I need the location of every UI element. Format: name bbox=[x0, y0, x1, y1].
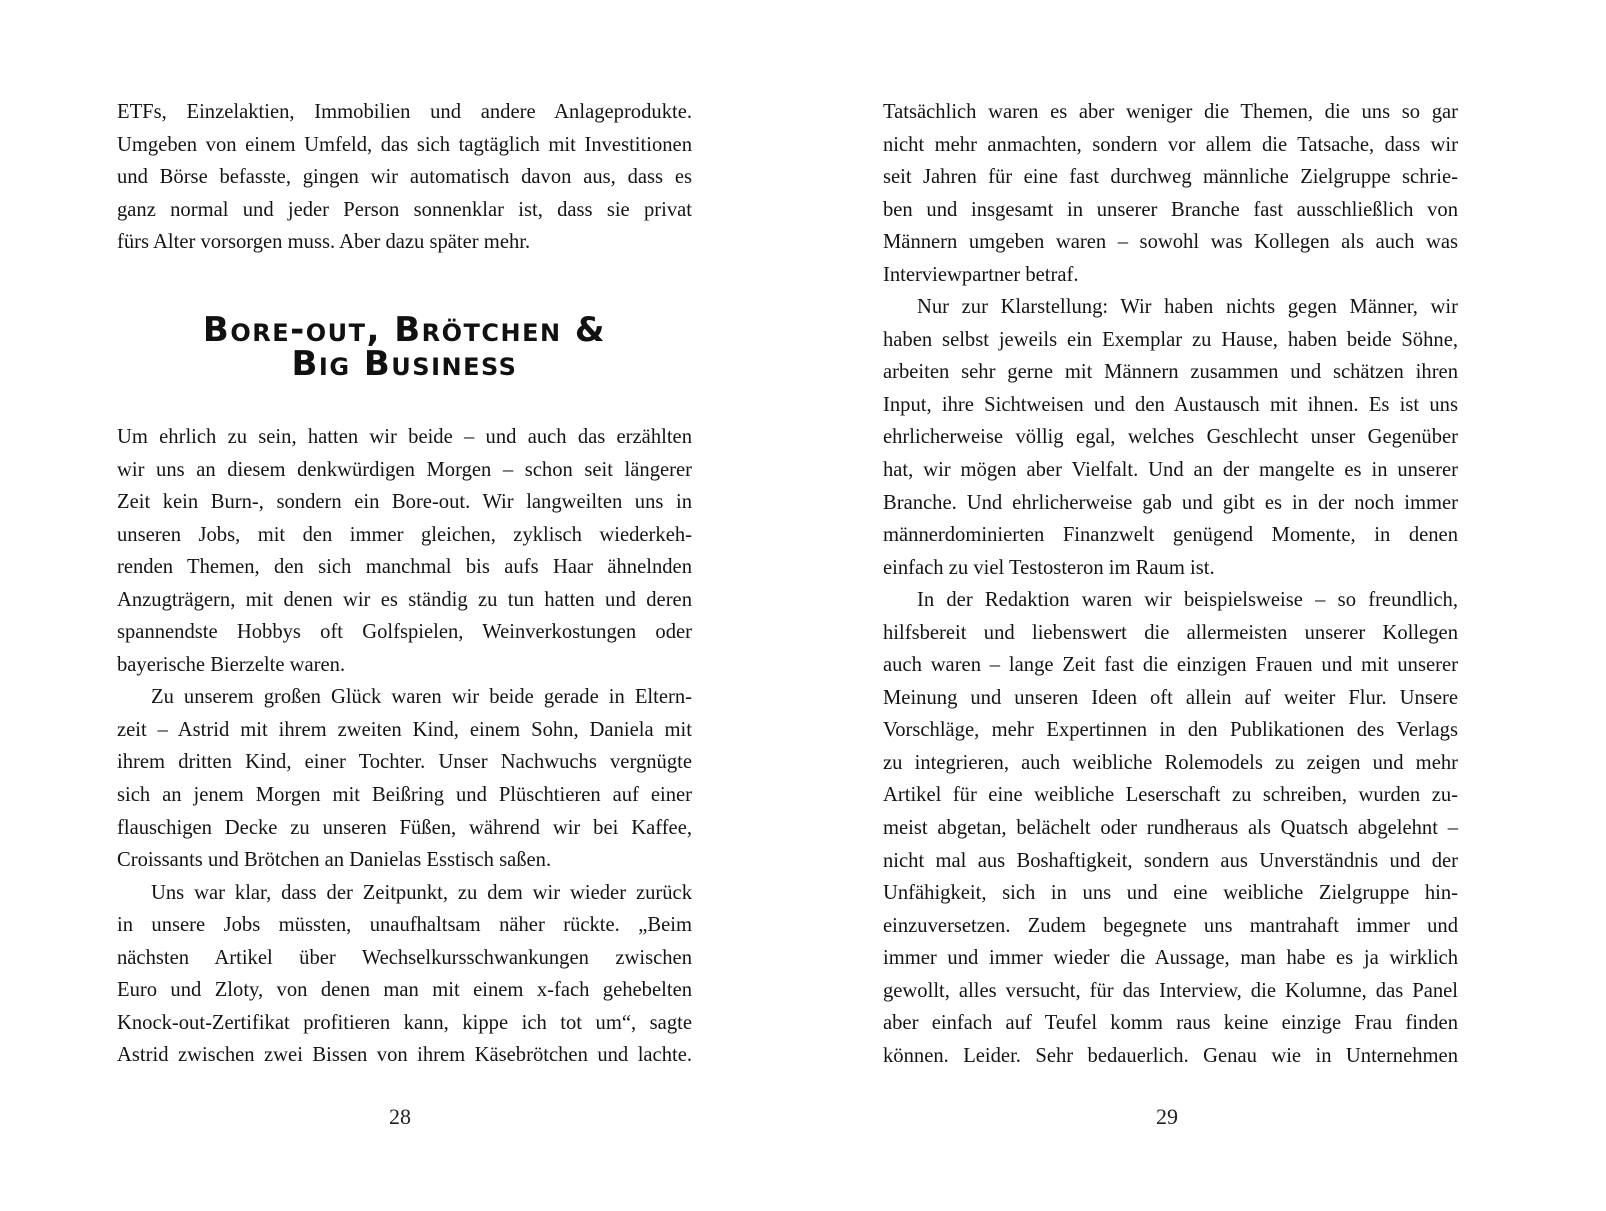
text-line: Uns war klar, dass der Zeitpunkt, zu dem wir wieder zurück bbox=[151, 881, 692, 904]
text-line: In der Redaktion waren wir beispielsweise – so freundlich, bbox=[917, 589, 1458, 612]
text-line: Input, ihre Sichtweisen und den Austausch mit ihnen. Es ist uns bbox=[883, 393, 1458, 416]
text-line: nächsten Artikel über Wechselkursschwankungen zwischen bbox=[117, 946, 692, 969]
text-line: Umgeben von einem Umfeld, das sich tagtäglich mit Investitionen bbox=[117, 133, 692, 156]
chapter-heading-line: Big Business bbox=[291, 344, 518, 384]
text-line: wir uns an diesem denkwürdigen Morgen – schon seit längerer bbox=[117, 458, 692, 481]
text-line: renden Themen, den sich manchmal bis aufs Haar ähnelnden bbox=[117, 556, 692, 579]
chapter-heading bbox=[117, 310, 692, 384]
text-line: und Börse befasste, gingen wir automatisch davon aus, dass es bbox=[117, 166, 692, 189]
text-line: Branche. Und ehrlicherweise gab und gibt es in der noch immer bbox=[883, 491, 1458, 514]
text-line: Männern umgeben waren – sowohl was Kollegen als auch was bbox=[883, 231, 1458, 254]
text-line: arbeiten sehr gerne mit Männern zusammen und schätzen ihren bbox=[883, 361, 1458, 384]
text-line: spannendste Hobbys oft Golfspielen, Weinverkostungen oder bbox=[117, 621, 692, 644]
text-line: Interviewpartner betraf. bbox=[883, 263, 1079, 286]
text-line: sich an jenem Morgen mit Beißring und Plüschtieren auf einer bbox=[117, 784, 692, 807]
page-number: 29 bbox=[1156, 1104, 1178, 1129]
text-line: Anzugträgern, mit denen wir es ständig zu tun hatten und deren bbox=[117, 588, 692, 611]
text-line: nicht mehr anmachten, sondern vor allem die Tatsache, dass wir bbox=[883, 133, 1458, 156]
text-line: auch waren – lange Zeit fast die einzigen Frauen und mit unserer bbox=[883, 654, 1458, 677]
text-line: Nur zur Klarstellung: Wir haben nichts gegen Männer, wir bbox=[917, 296, 1458, 319]
text-line: Artikel für eine weibliche Leserschaft zu schreiben, wurden zu- bbox=[883, 784, 1458, 807]
text-line: können. Leider. Sehr bedauerlich. Genau wie in Unternehmen bbox=[883, 1044, 1458, 1067]
text-line: nicht mal aus Boshaftigkeit, sondern aus Unverständnis und der bbox=[883, 849, 1458, 872]
text-line: Tatsächlich waren es aber weniger die Themen, die uns so gar bbox=[883, 101, 1458, 123]
text-line: ihrem dritten Kind, einer Tochter. Unser Nachwuchs vergnügte bbox=[117, 751, 692, 774]
text-line: zu integrieren, auch weibliche Rolemodels zu zeigen und mehr bbox=[883, 751, 1458, 774]
text-line: flauschigen Decke zu unseren Füßen, während wir bei Kaffee, bbox=[117, 816, 692, 839]
body-text bbox=[883, 96, 1458, 1072]
text-line: einzuversetzen. Zudem begegnete uns mantrahaft immer und bbox=[883, 914, 1458, 937]
text-line: immer und immer wieder die Aussage, man habe es ja wirklich bbox=[883, 947, 1458, 970]
text-line: unseren Jobs, mit den immer gleichen, zyklisch wiederkeh- bbox=[117, 523, 692, 546]
text-line: Zeit kein Burn-, sondern ein Bore-out. Wir langweilten uns in bbox=[117, 491, 692, 514]
text-line: fürs Alter vorsorgen muss. Aber dazu später mehr. bbox=[117, 231, 531, 254]
text-line: Zu unserem großen Glück waren wir beide gerade in Eltern- bbox=[151, 686, 692, 709]
text-line: zeit – Astrid mit ihrem zweiten Kind, einem Sohn, Daniela mit bbox=[117, 718, 692, 741]
body-text bbox=[117, 421, 692, 1072]
text-line: hat, wir mögen aber Vielfalt. Und an der mangelte es in unserer bbox=[883, 459, 1458, 482]
chapter-heading-line: Bore-out, Brötchen & bbox=[202, 310, 607, 350]
right-page bbox=[803, 0, 1606, 1211]
text-line: Croissants und Brötchen an Danielas Esstisch saßen. bbox=[117, 849, 552, 872]
text-line: Euro und Zloty, von denen man mit einem x-fach gehebelten bbox=[117, 979, 692, 1002]
text-line: hilfsbereit und liebenswert die allermeisten unserer Kollegen bbox=[883, 621, 1458, 644]
text-line: Um ehrlich zu sein, hatten wir beide – und auch das erzählten bbox=[117, 426, 692, 448]
text-line: einfach zu viel Testosteron im Raum ist. bbox=[883, 556, 1215, 579]
text-line: ben und insgesamt in unserer Branche fast ausschließlich von bbox=[883, 198, 1458, 221]
text-line: männerdominierten Finanzwelt genügend Momente, in denen bbox=[883, 524, 1458, 547]
text-line: Vorschläge, mehr Expertinnen in den Publikationen des Verlags bbox=[883, 719, 1458, 742]
text-line: haben selbst jeweils ein Exemplar zu Hause, haben beide Söhne, bbox=[883, 328, 1458, 351]
text-line: seit Jahren für eine fast durchweg männliche Zielgruppe schrie- bbox=[883, 166, 1458, 189]
text-line: ETFs, Einzelaktien, Immobilien und andere Anlageprodukte. bbox=[117, 101, 692, 123]
text-line: ehrlicherweise völlig egal, welches Geschlecht unser Gegenüber bbox=[883, 426, 1458, 449]
intro-text bbox=[117, 96, 692, 259]
text-line: Meinung und unseren Ideen oft allein auf weiter Flur. Unsere bbox=[883, 686, 1458, 709]
text-line: meist abgetan, belächelt oder rundheraus als Quatsch abgelehnt – bbox=[883, 817, 1458, 840]
text-line: Knock-out-Zertifikat profitieren kann, kippe ich tot um“, sagte bbox=[117, 1011, 692, 1034]
text-line: Unfähigkeit, sich in uns und eine weibliche Zielgruppe hin- bbox=[883, 882, 1458, 905]
text-line: gewollt, alles versucht, für das Interview, die Kolumne, das Panel bbox=[883, 979, 1458, 1002]
page-number: 28 bbox=[389, 1104, 411, 1129]
text-line: bayerische Bierzelte waren. bbox=[117, 653, 346, 676]
text-line: ganz normal und jeder Person sonnenklar ist, dass sie privat bbox=[117, 198, 692, 221]
text-line: Astrid zwischen zwei Bissen von ihrem Käsebrötchen und lachte. bbox=[117, 1044, 692, 1067]
text-line: in unsere Jobs müssten, unaufhaltsam näher rückte. „Beim bbox=[117, 914, 692, 937]
text-line: aber einfach auf Teufel komm raus keine einzige Frau finden bbox=[883, 1012, 1458, 1035]
